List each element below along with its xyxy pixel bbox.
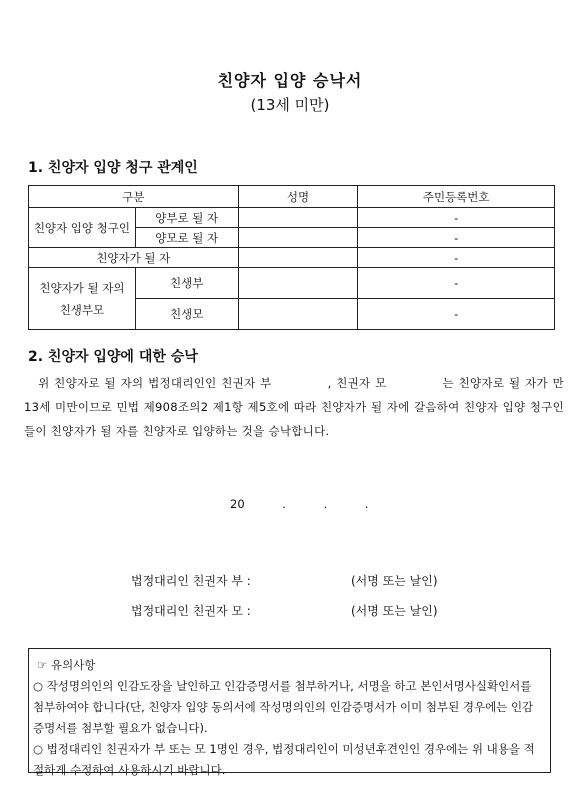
notice-item-2: ○ 법정대리인 친권자가 부 또는 모 1명인 경우, 법정대리인이 미성년후견인인 경우에는 위 내용을 적절하게 수정하여 사용하시기 바랍니다. — [33, 742, 535, 777]
father-signature-row — [131, 572, 471, 589]
consent-text-part1: 위 친양자로 될 자의 법정대리인인 친권자 부 — [38, 376, 272, 390]
applicant-group-label: 친양자 입양 청구인 — [29, 208, 136, 248]
birth-mother-resident-no[interactable]: - — [358, 299, 555, 330]
section1-heading: 1. 친양자 입양 청구 관계인 — [28, 160, 198, 176]
section2-heading: 2. 친양자 입양에 대한 승낙 — [28, 349, 198, 365]
mother-seal-text[interactable]: (서명 또는 날인) — [351, 604, 438, 618]
table-header-row — [29, 186, 555, 208]
notice-heading: ☞ 유의사항 — [37, 658, 96, 672]
table-row — [29, 248, 555, 268]
adoptive-father-label: 양부로 될 자 — [135, 208, 238, 228]
adoptive-mother-label: 양모로 될 자 — [135, 228, 238, 248]
consent-text-part3: 는 친양자로 될 자가 만 13세 미만이므로 민법 제908조의2 제1항 제5호에 따라 친양자가 될 자에 갈음하여 친양자 입양 청구인들이 친양자가 될 자를 친양자로 입양하는 것을 승낙합니다. — [24, 376, 564, 438]
date-sep-day: . — [364, 497, 369, 511]
birth-father-name-cell[interactable] — [238, 268, 358, 299]
table-row — [29, 208, 555, 228]
adoptee-name-cell[interactable] — [238, 248, 358, 268]
birth-mother-label: 친생모 — [135, 299, 238, 330]
consent-text-part2: , 친권자 모 — [327, 376, 387, 390]
father-signature-label: 법정대리인 친권자 부 : — [131, 574, 251, 588]
date-year[interactable]: 20 — [230, 497, 245, 511]
father-seal-text[interactable]: (서명 또는 날인) — [351, 574, 438, 588]
notice-box — [28, 648, 551, 777]
adoptee-label: 친양자가 될 자 — [29, 248, 239, 268]
adoptee-resident-no[interactable]: - — [358, 248, 555, 268]
header-resident-no: 주민등록번호 — [358, 186, 555, 208]
mother-signature-row — [131, 602, 471, 619]
birth-father-resident-no[interactable]: - — [358, 268, 555, 299]
mother-signature-label: 법정대리인 친권자 모 : — [131, 604, 251, 618]
birth-parents-group-label: 친양자가 될 자의 친생부모 — [29, 268, 136, 330]
adoptive-father-resident-no[interactable]: - — [358, 208, 555, 228]
date-line — [230, 497, 403, 511]
relation-table — [28, 185, 555, 330]
notice-item-1: ○ 작성명의인의 인감도장을 날인하고 인감증명서를 첨부하거나, 서명을 하고 본인서명사실확인서를 첨부하여야 합니다(단, 친양자 입양 동의서에 작성명의인의 인감증명서가 이미 첨부된 경우에는 인감증명서를 첨부할 필요가 없습니다). — [33, 679, 534, 735]
header-category: 구분 — [29, 186, 239, 208]
consent-paragraph — [24, 371, 564, 443]
date-sep-month: . — [323, 497, 328, 511]
header-name: 성명 — [238, 186, 358, 208]
birth-mother-name-cell[interactable] — [238, 299, 358, 330]
date-sep-year: . — [282, 497, 286, 511]
table-row — [29, 268, 555, 299]
adoptive-father-name-cell[interactable] — [238, 208, 358, 228]
adoptive-mother-name-cell[interactable] — [238, 228, 358, 248]
document-title: 친양자 입양 승낙서 — [217, 71, 363, 90]
adoptive-mother-resident-no[interactable]: - — [358, 228, 555, 248]
document-subtitle: (13세 미만) — [250, 96, 330, 114]
birth-father-label: 친생부 — [135, 268, 238, 299]
